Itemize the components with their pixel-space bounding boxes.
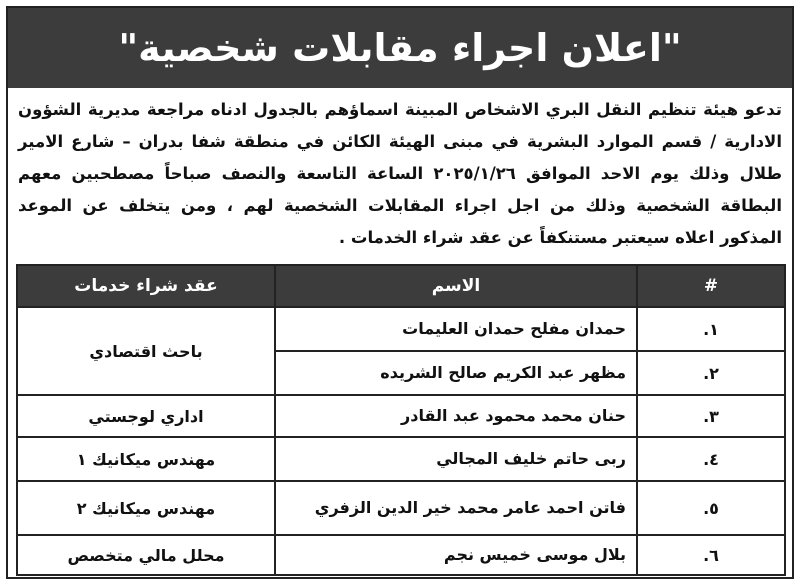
table-row xyxy=(17,307,785,351)
row-name: ربى حاتم خليف المجالي xyxy=(275,437,637,481)
announcement-title: "اعلان اجراء مقابلات شخصية" xyxy=(8,8,792,88)
header-name: الاسم xyxy=(275,265,637,307)
table-row xyxy=(17,437,785,481)
candidates-table xyxy=(16,264,786,576)
row-number: ٤. xyxy=(637,437,785,481)
row-name: فاتن احمد عامر محمد خير الدين الزفري xyxy=(275,481,637,535)
header-contract: عقد شراء خدمات xyxy=(17,265,275,307)
row-number: ٢. xyxy=(637,351,785,395)
row-contract: مهندس ميكانيك ٢ xyxy=(17,481,275,535)
row-number: ٥. xyxy=(637,481,785,535)
row-contract: باحث اقتصادي xyxy=(17,307,275,395)
row-name: مظهر عبد الكريم صالح الشريده xyxy=(275,351,637,395)
table-header-row xyxy=(17,265,785,307)
header-number: # xyxy=(637,265,785,307)
row-contract: اداري لوجستي xyxy=(17,395,275,437)
announcement-body: تدعو هيئة تنظيم النقل البري الاشخاص المبينة اسماؤهم بالجدول ادناه مراجعة مديرية الشؤون الادارية / قسم الموارد البشرية في مبنى الهيئة الكائن في منطقة شفا بدران – شارع الامير طلال وذلك يوم الاحد الموافق ٢٠٢٥/١/٢٦ الساعة التاسعة والنصف صباحاً مصطحبين معهم البطاقة الشخصية وذلك من اجل اجراء المقابلات الشخصية لهم ، ومن يتخلف عن الموعد المذكور اعلاه سيعتبر مستنكفاً عن عقد شراء الخدمات . xyxy=(18,100,782,247)
table-row xyxy=(17,395,785,437)
row-number: ٣. xyxy=(637,395,785,437)
row-name: حمدان مفلح حمدان العليمات xyxy=(275,307,637,351)
table-row xyxy=(17,481,785,535)
row-contract: محلل مالي متخصص xyxy=(17,535,275,575)
row-name: حنان محمد محمود عبد القادر xyxy=(275,395,637,437)
row-name: بلال موسى خميس نجم xyxy=(275,535,637,575)
announcement-frame xyxy=(6,6,794,579)
table-row xyxy=(17,535,785,575)
row-number: ٦. xyxy=(637,535,785,575)
row-number: ١. xyxy=(637,307,785,351)
row-contract: مهندس ميكانيك ١ xyxy=(17,437,275,481)
